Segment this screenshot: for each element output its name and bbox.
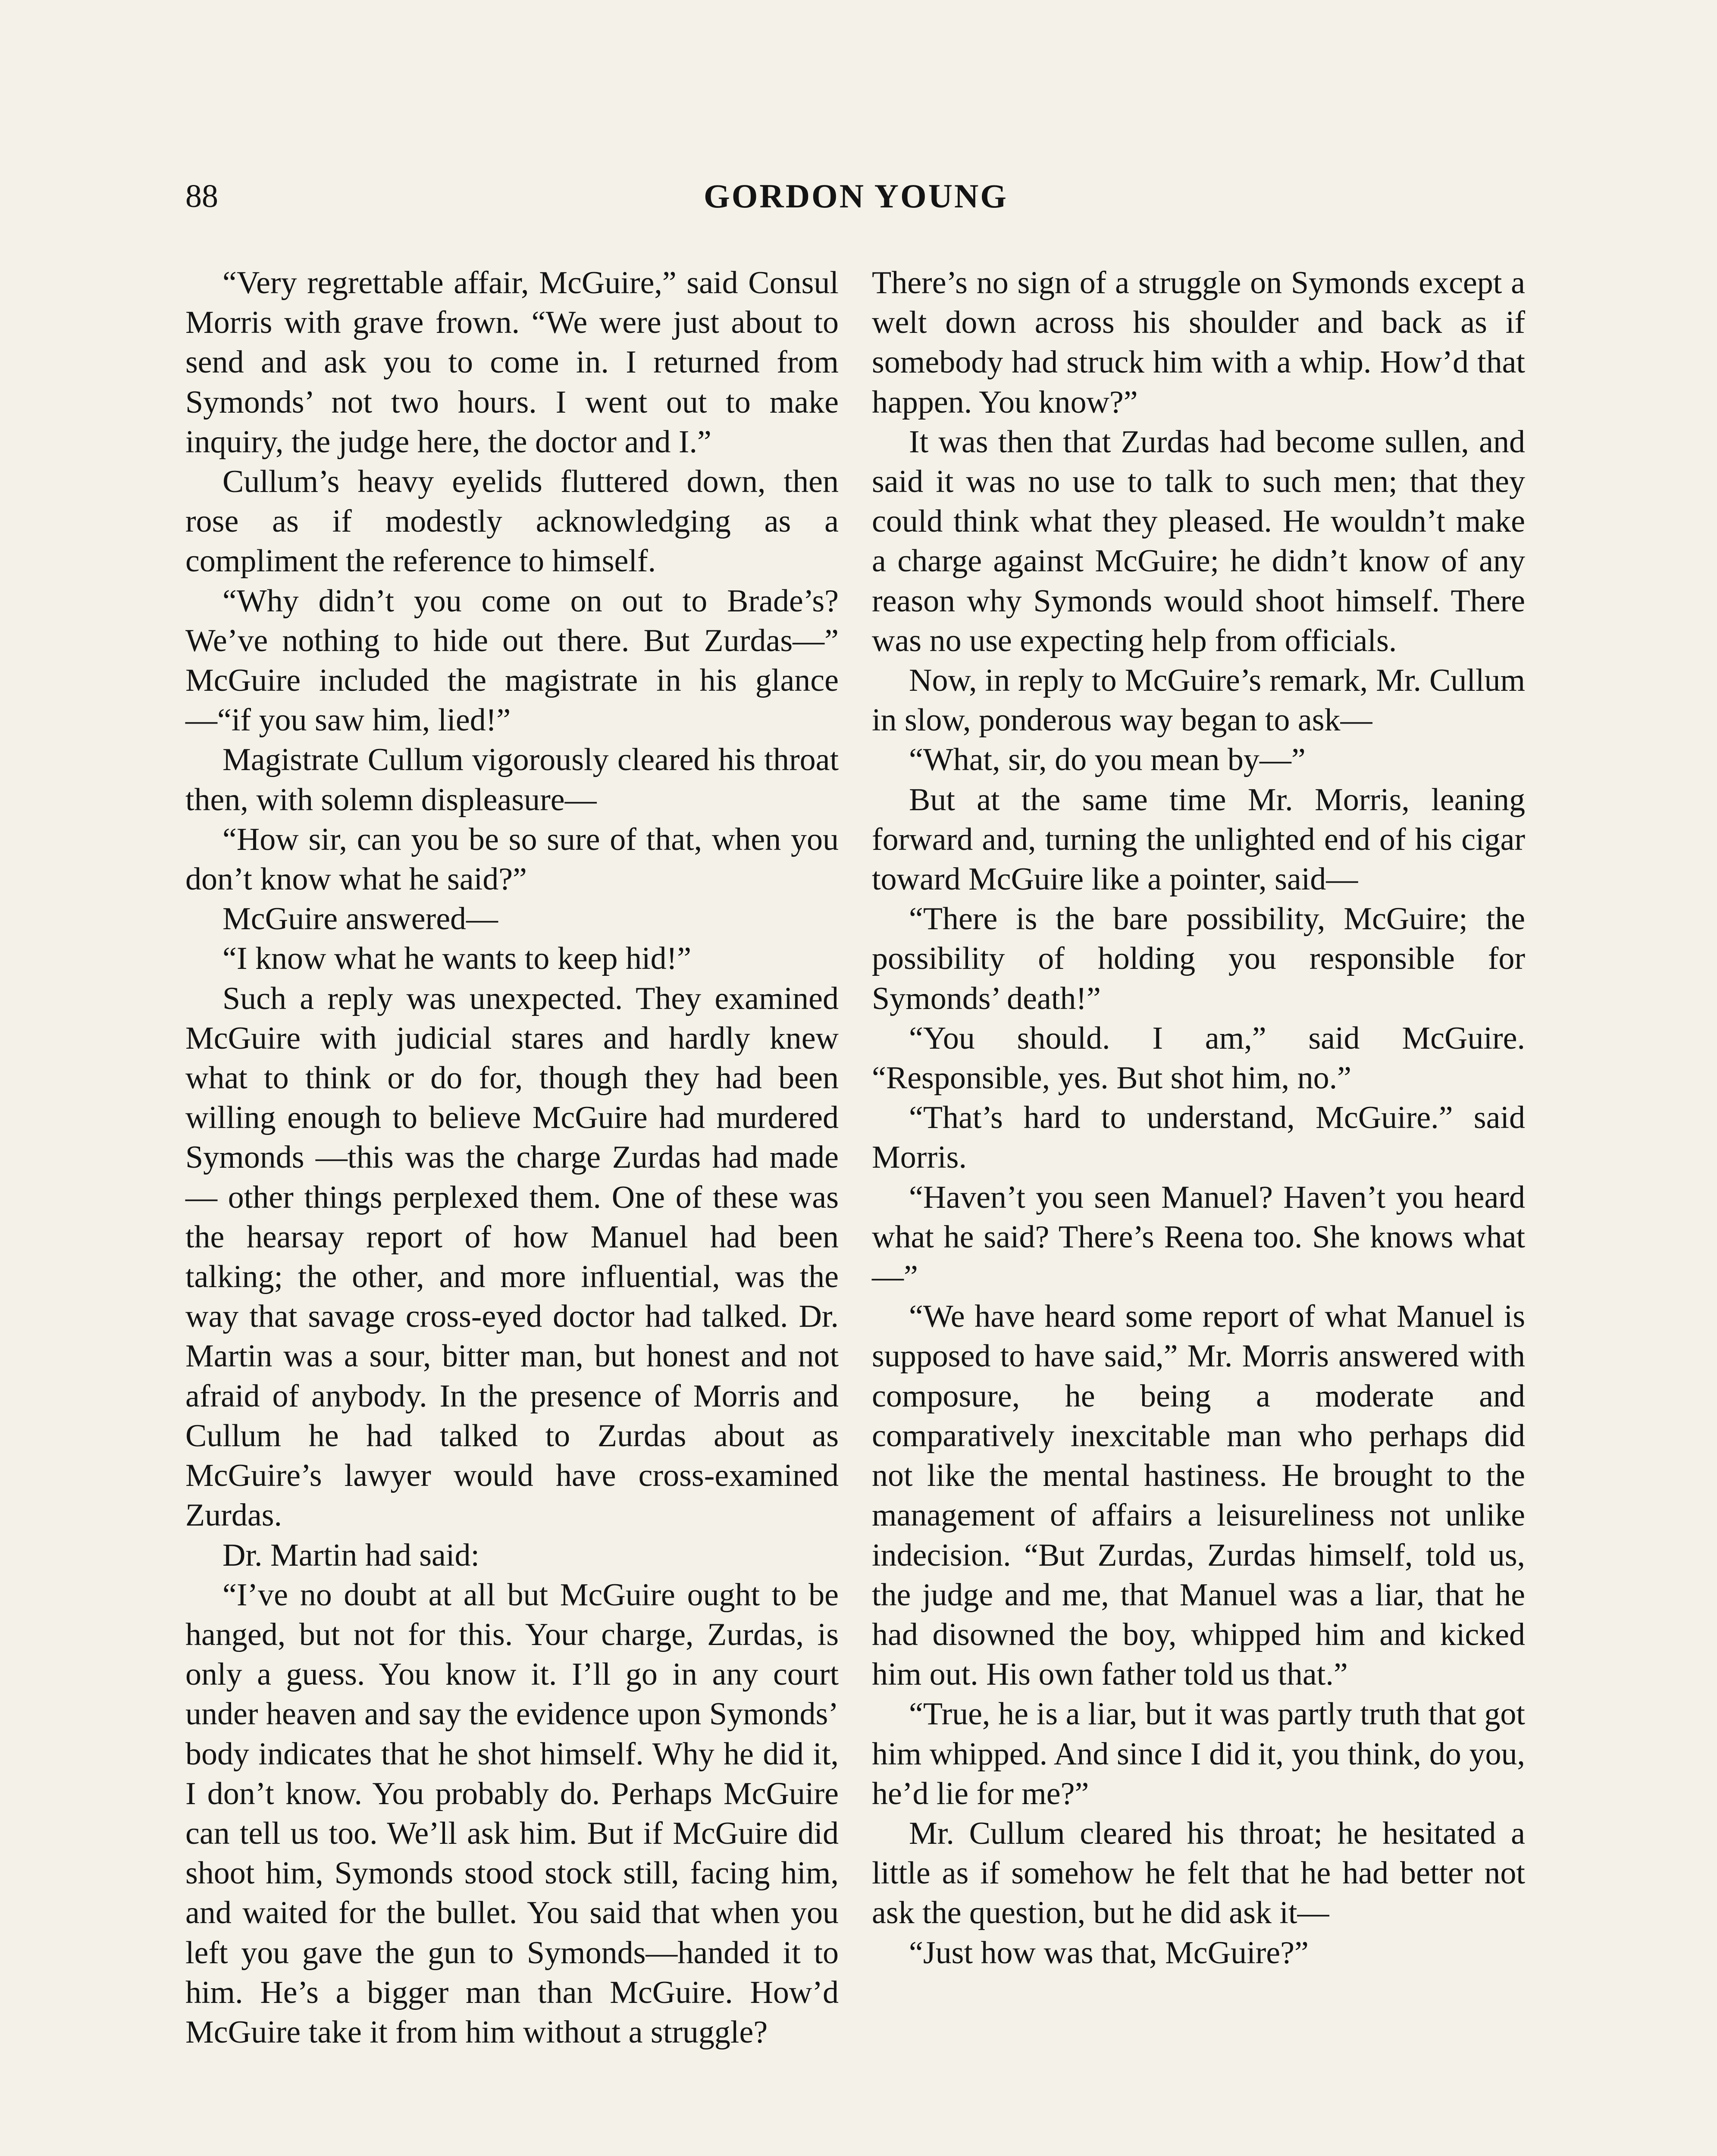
paragraph: “Why didn’t you come on out to Brade’s? We’ve nothing to hide out there. But Zurdas—” McGuire included the magistrate in his glance—“if you saw him, lied!” <box>185 583 839 738</box>
paragraph: “Very regrettable affair, McGuire,” said Consul Morris with grave frown. “We were just about to send and ask you to come in. I returned from Symonds’ not two hours. I went out to make inquiry, the judge here, the doctor and I.” <box>185 265 839 460</box>
paragraph-continued: There’s no sign of a struggle on Symonds except a welt down across his shoulder and back as if somebody had struck him with a whip. How’d that happen. You know?” <box>872 265 1525 420</box>
paragraph: “Haven’t you seen Manuel? Haven’t you heard what he said? There’s Reena too. She knows what—” <box>872 1179 1525 1295</box>
paragraph: Now, in reply to McGuire’s remark, Mr. Cullum in slow, ponderous way began to ask— <box>872 663 1525 738</box>
paragraph: Cullum’s heavy eyelids fluttered down, then rose as if modestly acknowledging as a compliment the reference to himself. <box>185 464 839 579</box>
paragraph: “I’ve no doubt at all but McGuire ought to be hanged, but not for this. Your charge, Zurdas, is only a guess. You know it. I’ll go in any court under heaven and say the evidence upon Symonds’ body indicates that he shot himself. Why he did it, I don’t know. You probably do. Perhaps McGuire can tell us too. We’ll ask him. But if McGuire did shoot him, Symonds stood stock still, facing him, and waited for the bullet. You said that when you left you gave the gun to Symonds—handed it to him. He’s a bigger man than McGuire. How’d McGuire take it from him without a struggle? <box>185 1577 839 2050</box>
paragraph: “I know what he wants to keep hid!” <box>222 941 692 977</box>
paragraph: Mr. Cullum cleared his throat; he hesitated a little as if somehow he felt that he had better not ask the question, but he did ask it— <box>872 1815 1525 1931</box>
paragraph: “There is the bare possibility, McGuire; the possibility of holding you responsible for Symonds’ death!” <box>872 901 1525 1016</box>
text-column-right <box>872 263 1525 1973</box>
paragraph: “How sir, can you be so sure of that, when you don’t know what he said?” <box>185 821 839 897</box>
paragraph: McGuire answered— <box>222 901 498 937</box>
page-number: 88 <box>185 178 218 214</box>
text-column-left <box>185 263 839 2052</box>
running-head: GORDON YOUNG <box>704 177 1008 215</box>
paragraph: “We have heard some report of what Manuel is supposed to have said,” Mr. Morris answered with composure, he being a moderate and comparatively inexcitable man who perhaps did not like the mental hastiness. He brought to the management of affairs a leisureliness not unlike indecision. “But Zurdas, Zurdas himself, told us, the judge and me, that Manuel was a liar, that he had disowned the boy, whipped him and kicked him out. His own father told us that.” <box>872 1299 1525 1692</box>
paragraph: Magistrate Cullum vigorously cleared his throat then, with solemn displeasure— <box>185 742 839 818</box>
paragraph: But at the same time Mr. Morris, leaning forward and, turning the unlighted end of his cigar toward McGuire like a pointer, said— <box>872 782 1525 897</box>
paragraph: “Just how was that, McGuire?” <box>909 1935 1309 1971</box>
paragraph: “What, sir, do you mean by—” <box>909 742 1306 778</box>
paragraph: Dr. Martin had said: <box>222 1537 480 1573</box>
paragraph: It was then that Zurdas had become sullen, and said it was no use to talk to such men; that they could think what they pleased. He wouldn’t make a charge against McGuire; he didn’t know of any reason why Symonds would shoot himself. There was no use expecting help from officials. <box>872 424 1525 658</box>
paragraph: “You should. I am,” said McGuire. “Responsible, yes. But shot him, no.” <box>872 1020 1525 1096</box>
paragraph: Such a reply was unexpected. They examined McGuire with judicial stares and hardly knew what to think or do for, though they had been willing enough to believe McGuire had murdered Symonds —this was the charge Zurdas had made— other things perplexed them. One of these was the hearsay report of how Manuel had been talking; the other, and more influential, was the way that savage cross-eyed doctor had talked. Dr. Martin was a sour, bitter man, but honest and not afraid of anybody. In the presence of Morris and Cullum he had talked to Zurdas about as McGuire’s lawyer would have cross-examined Zurdas. <box>185 981 839 1533</box>
paragraph: “That’s hard to understand, McGuire.” said Morris. <box>872 1100 1525 1175</box>
paragraph: “True, he is a liar, but it was partly truth that got him whipped. And since I did it, you think, do you, he’d lie for me?” <box>872 1696 1525 1811</box>
page-header <box>185 175 1526 226</box>
